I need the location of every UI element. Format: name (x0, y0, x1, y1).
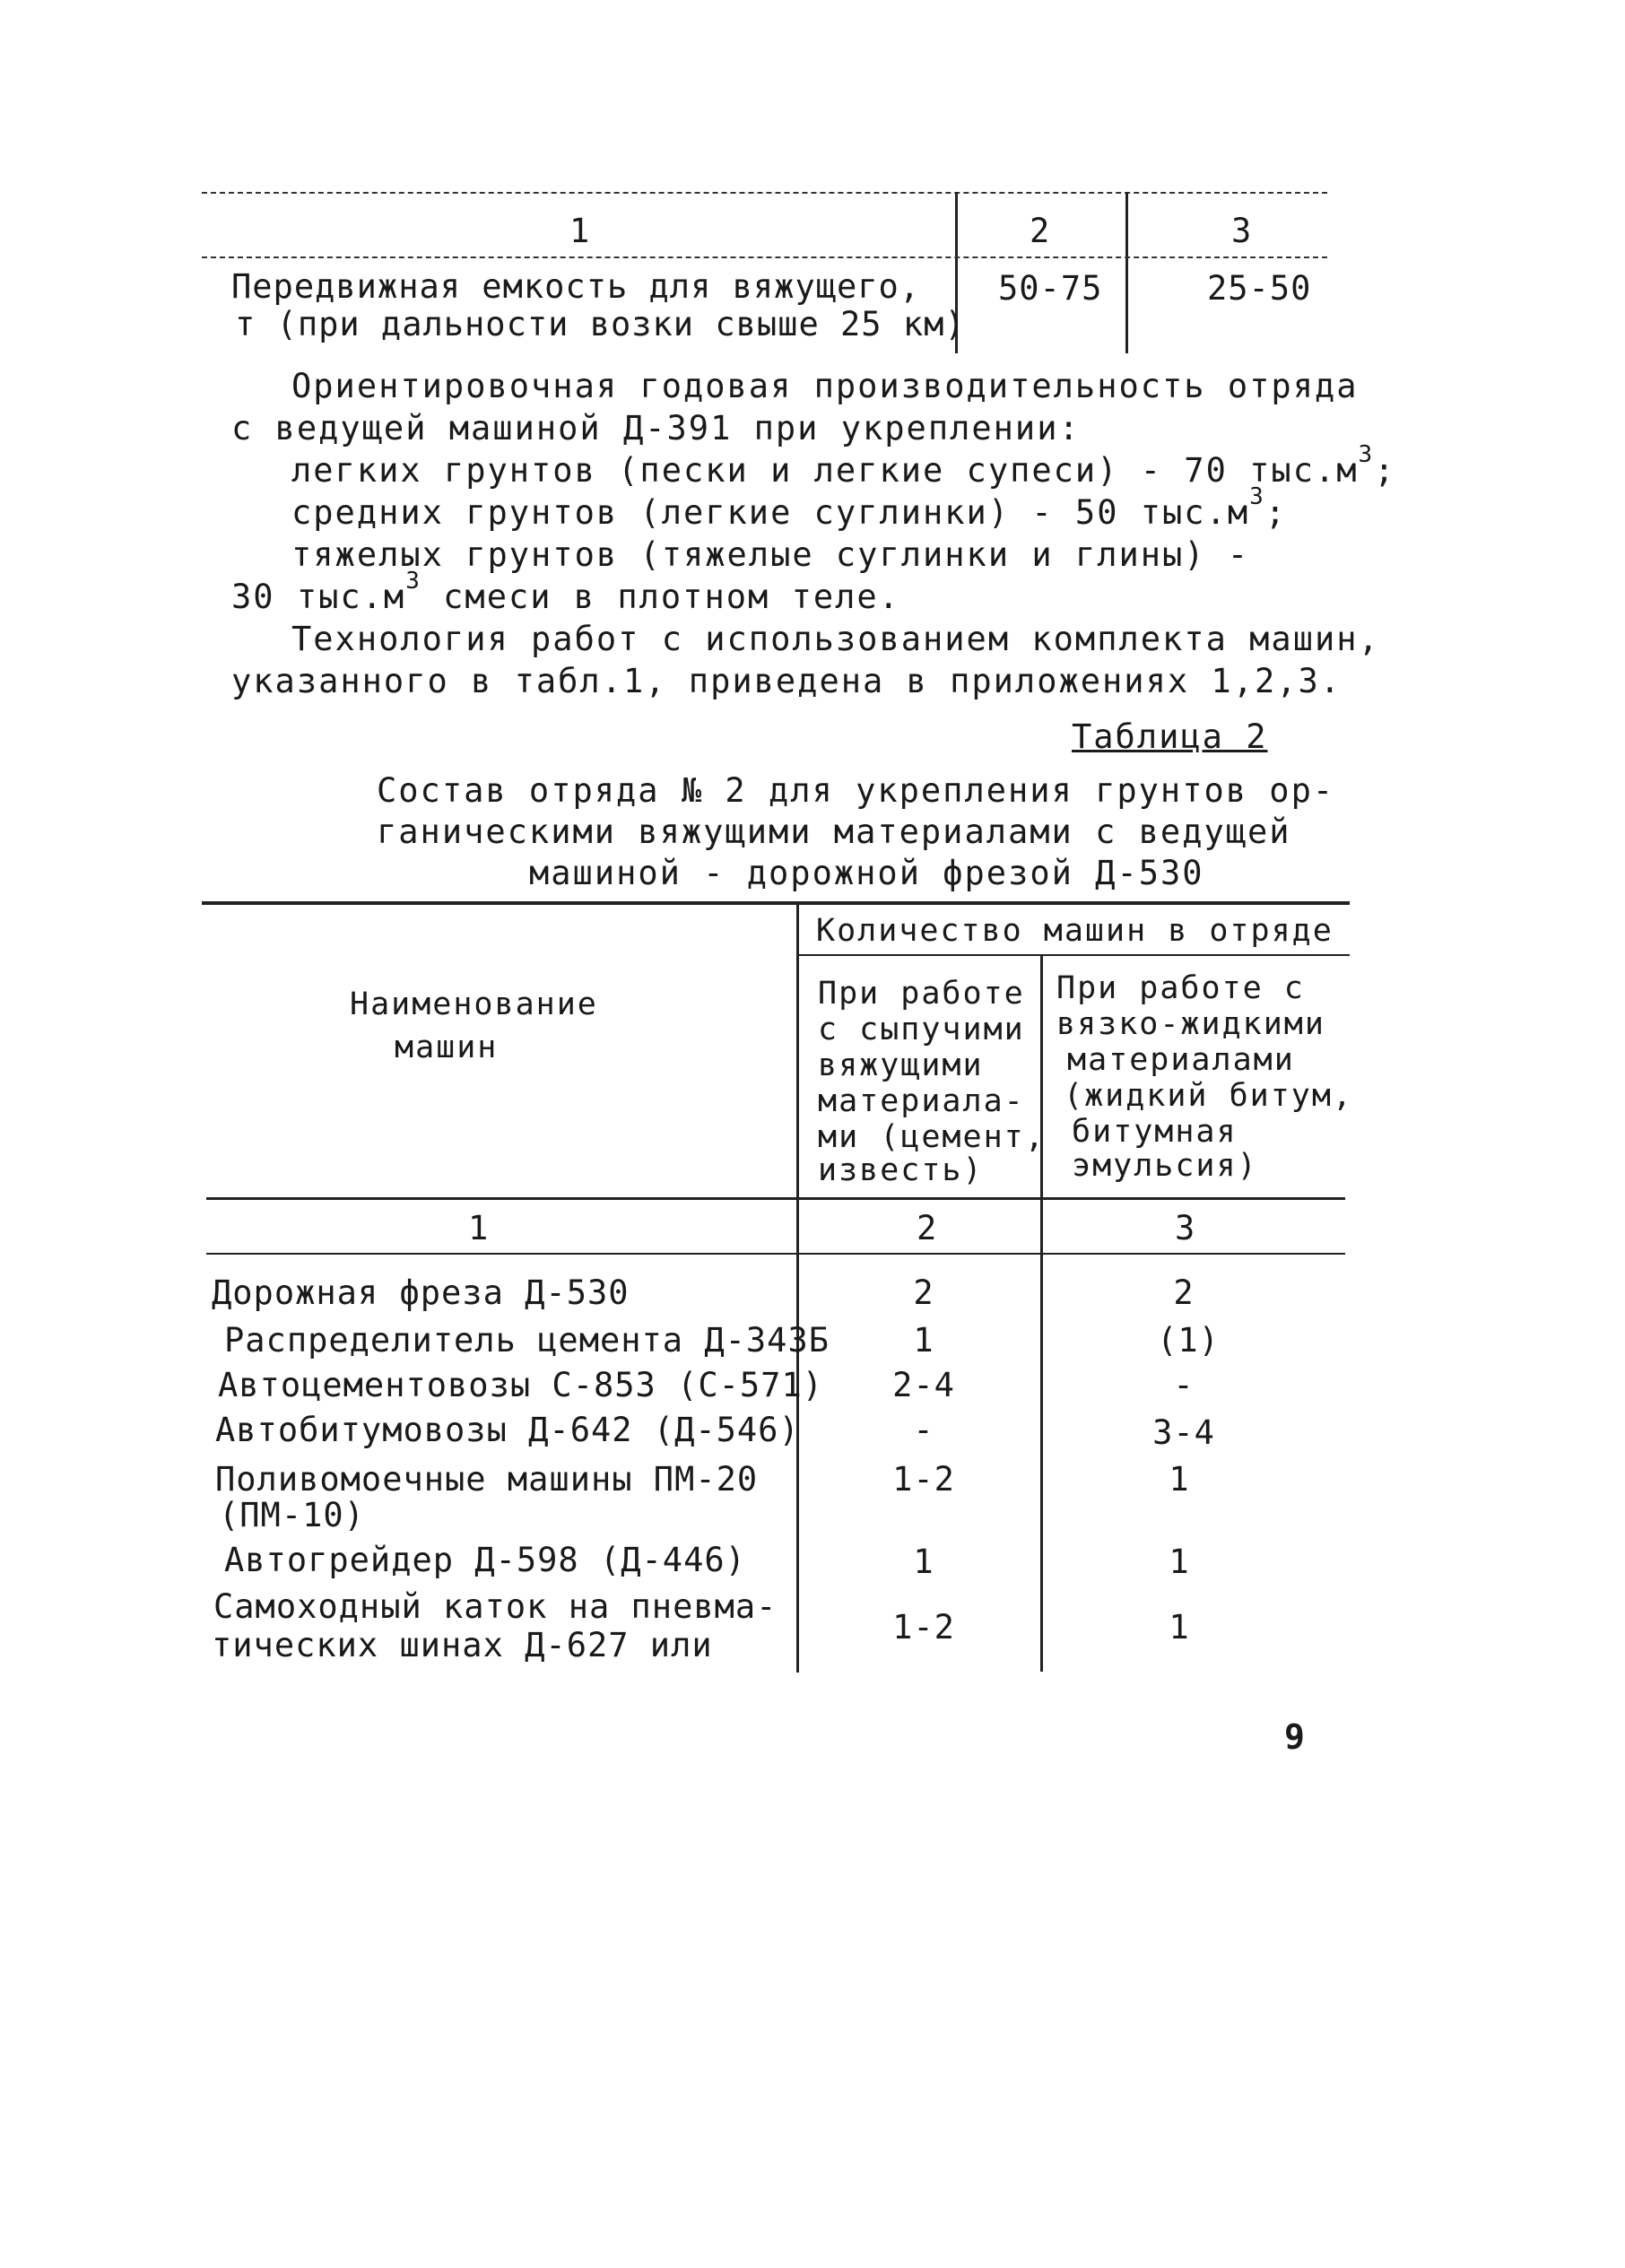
paragraph1-line3: легких грунтов (пески и легкие супеси) - 70 $тыс.м^3$; (291, 441, 1396, 490)
table1-header-rule (202, 256, 1327, 258)
table2-caption-line3: машиной - дорожной фрезой Д-530 (529, 854, 1204, 892)
table2-header-col3-line2: вязко-жидкими (1056, 1006, 1325, 1042)
table2-header-name-line2: машин (395, 1030, 499, 1065)
table2-col-number-3: 3 (1175, 1209, 1196, 1247)
table2-group-rule (798, 954, 1350, 956)
paragraph1-line2: с ведущей машиной Д-391 при укреплении: (231, 409, 1081, 448)
table2-header-rule (206, 1197, 1345, 1200)
paragraph1-line5: тяжелых грунтов (тяжелые суглинки и глины) - (291, 535, 1250, 574)
table2-header-col3-line6: эмульсия) (1072, 1148, 1258, 1184)
table2-header-col2-line5: ми (цемент, (818, 1119, 1046, 1155)
table1-row-col3: 25-50 (1207, 269, 1312, 308)
table2-row-4-name: Автобитумовозы Д-642 (Д-546) (215, 1411, 800, 1449)
table2-row-3-name: Автоцементовозы С-853 (С-571) (218, 1366, 824, 1404)
table2-row-5-col3: 1 (1169, 1460, 1190, 1499)
table2-col-number-2: 2 (917, 1209, 938, 1247)
table1-divider-2 (1125, 192, 1128, 353)
table2-header-col3-line1: При работе с (1056, 970, 1305, 1006)
paragraph1-line4: средних грунтов (легкие суглинки) - 50 $тыс.м^3$; (291, 483, 1288, 532)
table2-row-2-name: Распределитель цемента Д-343Б (224, 1321, 830, 1360)
table2-header-name-line1: Наименование (350, 986, 598, 1022)
table1-col-header-3: 3 (1231, 212, 1253, 250)
table2-row-7-name-line1: Самоходный каток на пневма- (213, 1587, 778, 1626)
table2-row-7-col2: 1-2 (892, 1608, 955, 1647)
table2-row-5-name-line1: Поливомоечные машины ПМ-20 (215, 1460, 759, 1499)
paragraph1-line6: 30 $тыс.м^3$ смеси в плотном теле. (231, 568, 900, 616)
table2-header-col3-line4: (жидкий битум, (1064, 1078, 1354, 1114)
table2-header-col2-line4: материала- (818, 1083, 1025, 1119)
table2-header-group: Количество машин в отряде (816, 913, 1334, 949)
table1-top-rule (202, 192, 1327, 194)
table1-col-header-1: 1 (569, 212, 591, 250)
table2-row-2-col2: 1 (913, 1321, 934, 1360)
table2-header-col2-line2: с сыпучими (818, 1012, 1025, 1047)
table2-header-col2-line1: При работе (818, 976, 1025, 1012)
table2-row-5-name-line2: (ПМ-10) (219, 1496, 365, 1534)
table2-row-7-col3: 1 (1169, 1608, 1190, 1647)
table2-caption-line1: Состав отряда № 2 для укрепления грунтов ор- (377, 771, 1335, 810)
table2-label: Таблица 2 (1072, 717, 1268, 756)
table2-row-1-col3: 2 (1173, 1273, 1195, 1312)
table2-row-6-col3: 1 (1169, 1542, 1190, 1581)
table2-caption-line2: ганическими вяжущими материалами с ведущей (377, 812, 1291, 851)
table2-divider-2 (1040, 954, 1043, 1672)
table2-row-4-col2: - (913, 1411, 934, 1449)
table1-row-name-line2: т (при дальности возки свыше 25 км) (235, 305, 966, 343)
paragraph2-line1: Технология работ с использованием комплекта машин, (291, 620, 1380, 658)
paragraph1-line1: Ориентировочная годовая производительность отряда (291, 367, 1359, 405)
table1-row-name-line1: Передвижная емкость для вяжущего, (231, 267, 921, 306)
table2-row-1-name: Дорожная фреза Д-530 (212, 1273, 630, 1312)
table2-header-col3-line5: битумная (1072, 1114, 1238, 1150)
table2-row-2-col3: (1) (1157, 1321, 1220, 1360)
page-number: 9 (1284, 1717, 1305, 1757)
table2-row-5-col2: 1-2 (892, 1460, 955, 1499)
table2-header-col2-line3: вяжущими (818, 1047, 984, 1083)
table1-row-col2: 50-75 (998, 269, 1103, 308)
table1-col-header-2: 2 (1030, 212, 1051, 250)
table2-col-number-1: 1 (468, 1209, 490, 1247)
table2-top-rule (202, 901, 1350, 905)
paragraph2-line2: указанного в табл.1, приведена в приложениях 1,2,3. (231, 662, 1343, 700)
table2-header-col3-line3: материалами (1067, 1042, 1295, 1078)
table2-row-7-name-line2: тических шинах Д-627 или (212, 1626, 713, 1664)
table2-row-3-col2: 2-4 (892, 1366, 955, 1404)
table2-number-rule (206, 1253, 1345, 1255)
table2-row-6-col2: 1 (913, 1542, 934, 1581)
table2-row-6-name: Автогрейдер Д-598 (Д-446) (224, 1541, 746, 1579)
table2-row-4-col3: 3-4 (1152, 1413, 1215, 1452)
table2-header-col2-line6: известь) (818, 1152, 984, 1188)
table2-divider-1 (796, 901, 799, 1673)
table2-row-3-col3: - (1173, 1366, 1195, 1404)
table2-row-1-col2: 2 (913, 1273, 934, 1312)
